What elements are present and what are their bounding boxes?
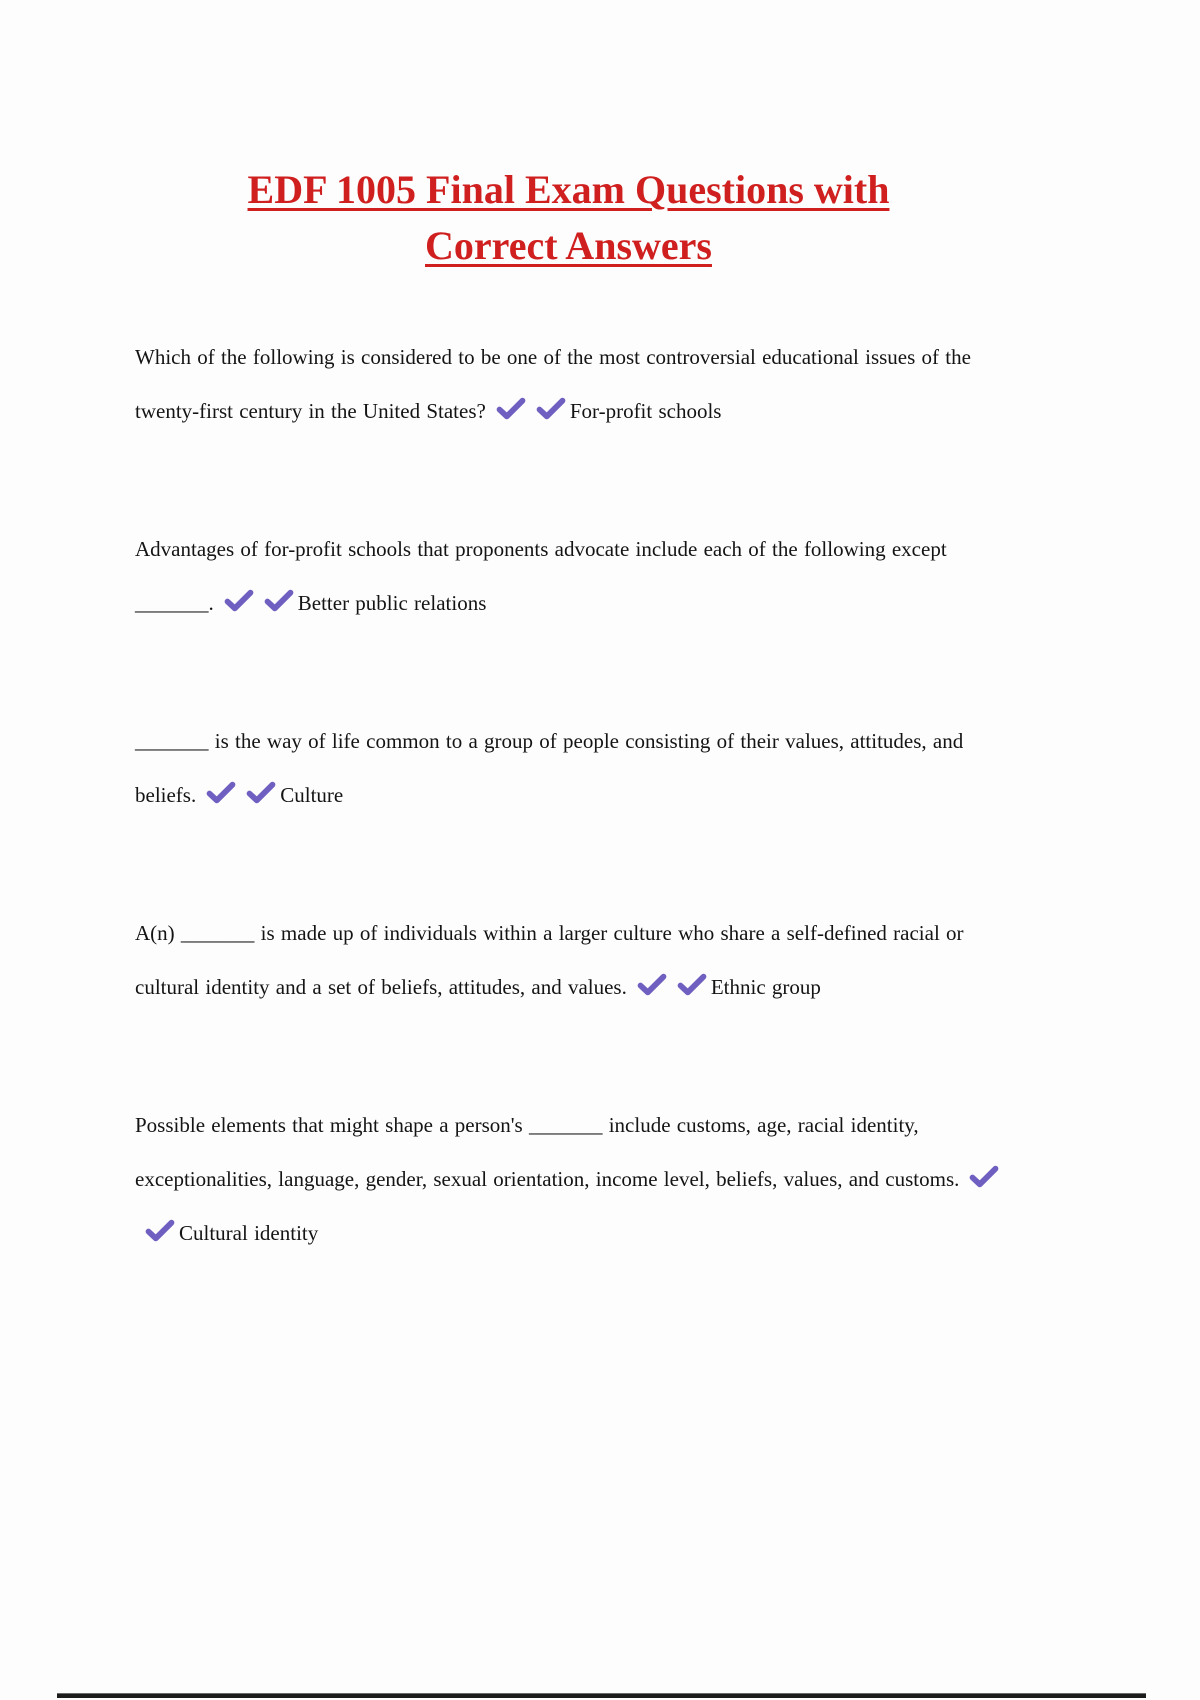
answer-text: Cultural identity bbox=[179, 1220, 319, 1245]
question-text: Possible elements that might shape a person's _______ include customs, age, racial identity, exceptionalities, language, gender, sexual orientation, income level, beliefs, values, and customs. bbox=[135, 1112, 960, 1191]
answer-text: Better public relations bbox=[297, 590, 487, 615]
question-list bbox=[135, 330, 1002, 1260]
check-icon bbox=[536, 397, 566, 420]
question-text: A(n) _______ is made up of individuals within a larger culture who share a self-defined racial or cultural identity and a set of beliefs, attitudes, and values. bbox=[135, 920, 964, 999]
qa-block bbox=[135, 1098, 1002, 1260]
qa-block bbox=[135, 330, 1002, 438]
check-icon bbox=[206, 781, 236, 804]
check-icon bbox=[224, 589, 254, 612]
check-icon bbox=[145, 1219, 175, 1242]
check-icon bbox=[496, 397, 526, 420]
check-icon bbox=[677, 973, 707, 996]
question-text: Advantages of for-profit schools that proponents advocate include each of the following except _______. bbox=[135, 536, 947, 615]
question-text: _______ is the way of life common to a group of people consisting of their values, attitudes, and beliefs. bbox=[135, 728, 964, 807]
qa-block bbox=[135, 906, 1002, 1014]
check-icon bbox=[264, 589, 294, 612]
page-title bbox=[135, 162, 1002, 274]
check-icon bbox=[637, 973, 667, 996]
page-title-line-2: Correct Answers bbox=[425, 222, 712, 268]
check-icon bbox=[246, 781, 276, 804]
question-text: Which of the following is considered to be one of the most controversial educational issues of the twenty-first century in the United States? bbox=[135, 344, 971, 423]
qa-block bbox=[135, 522, 1002, 630]
answer-text: For-profit schools bbox=[569, 398, 722, 423]
qa-block bbox=[135, 714, 1002, 822]
answer-text: Culture bbox=[280, 782, 344, 807]
page-bottom-divider bbox=[57, 1693, 1146, 1698]
check-icon bbox=[969, 1165, 999, 1188]
page-title-line-1: EDF 1005 Final Exam Questions with bbox=[247, 166, 890, 212]
answer-text: Ethnic group bbox=[710, 974, 821, 999]
